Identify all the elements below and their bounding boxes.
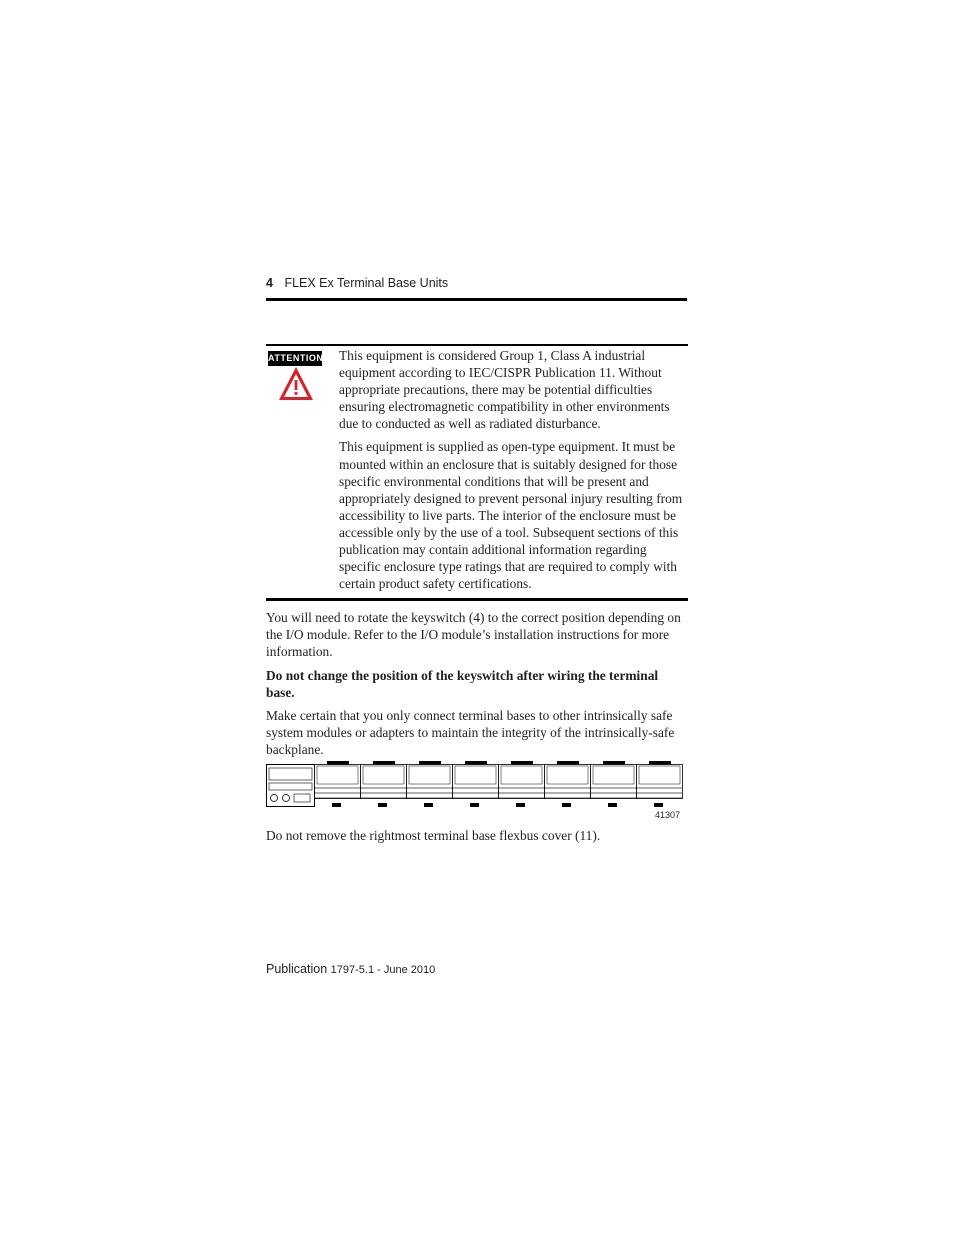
figure-number: 41307 (655, 810, 681, 820)
page-number: 4 (266, 276, 273, 290)
attention-paragraph-2: This equipment is supplied as open-type equipment. It must be mounted within an enclosure that is suitably designed for those specific environmental conditions that will be present and appropriately designed to prevent personal injury resulting from accessibility to live parts. The interior of the enclosure must be accessible only by the use of a tool. Subsequent sections of this publication may contain additional information regarding specific enclosure type ratings that are required to comply with certain product safety certifications. (339, 439, 683, 592)
attention-bottom-rule (266, 598, 688, 601)
page-footer (266, 962, 435, 976)
attention-text (339, 347, 688, 598)
body-bold-paragraph: Do not change the position of the keyswitch after wiring the terminal base. (266, 668, 659, 701)
attention-top-rule (266, 344, 688, 346)
body-paragraph-1: You will need to rotate the keyswitch (4) to the correct position depending on the I/O module. Refer to the I/O module’s installation instructions for more information. (266, 610, 681, 660)
footer-label: Publication (266, 962, 328, 976)
footer-publication: 1797-5.1 - June 2010 (330, 964, 436, 976)
running-title: FLEX Ex Terminal Base Units (284, 276, 449, 290)
body-paragraph-2: Make certain that you only connect terminal bases to other intrinsically safe system modules or adapters to maintain the integrity of the intrinsically-safe backplane. (266, 708, 675, 758)
attention-paragraph-1: This equipment is considered Group 1, Class A industrial equipment according to IEC/CISPR Publication 11. Without appropriate precautions, there may be potential difficulties ensuring electromagnetic compatibility in other environments due to conducted as well as radiated disturbance. (339, 348, 670, 432)
terminal-base-assembly-figure (266, 760, 688, 810)
page-header (266, 276, 687, 290)
body-paragraph-3: Do not remove the rightmost terminal base flexbus cover (11). (266, 828, 601, 843)
warning-triangle-icon (277, 365, 315, 403)
attention-label: ATTENTION (268, 351, 322, 366)
header-rule (266, 298, 687, 301)
